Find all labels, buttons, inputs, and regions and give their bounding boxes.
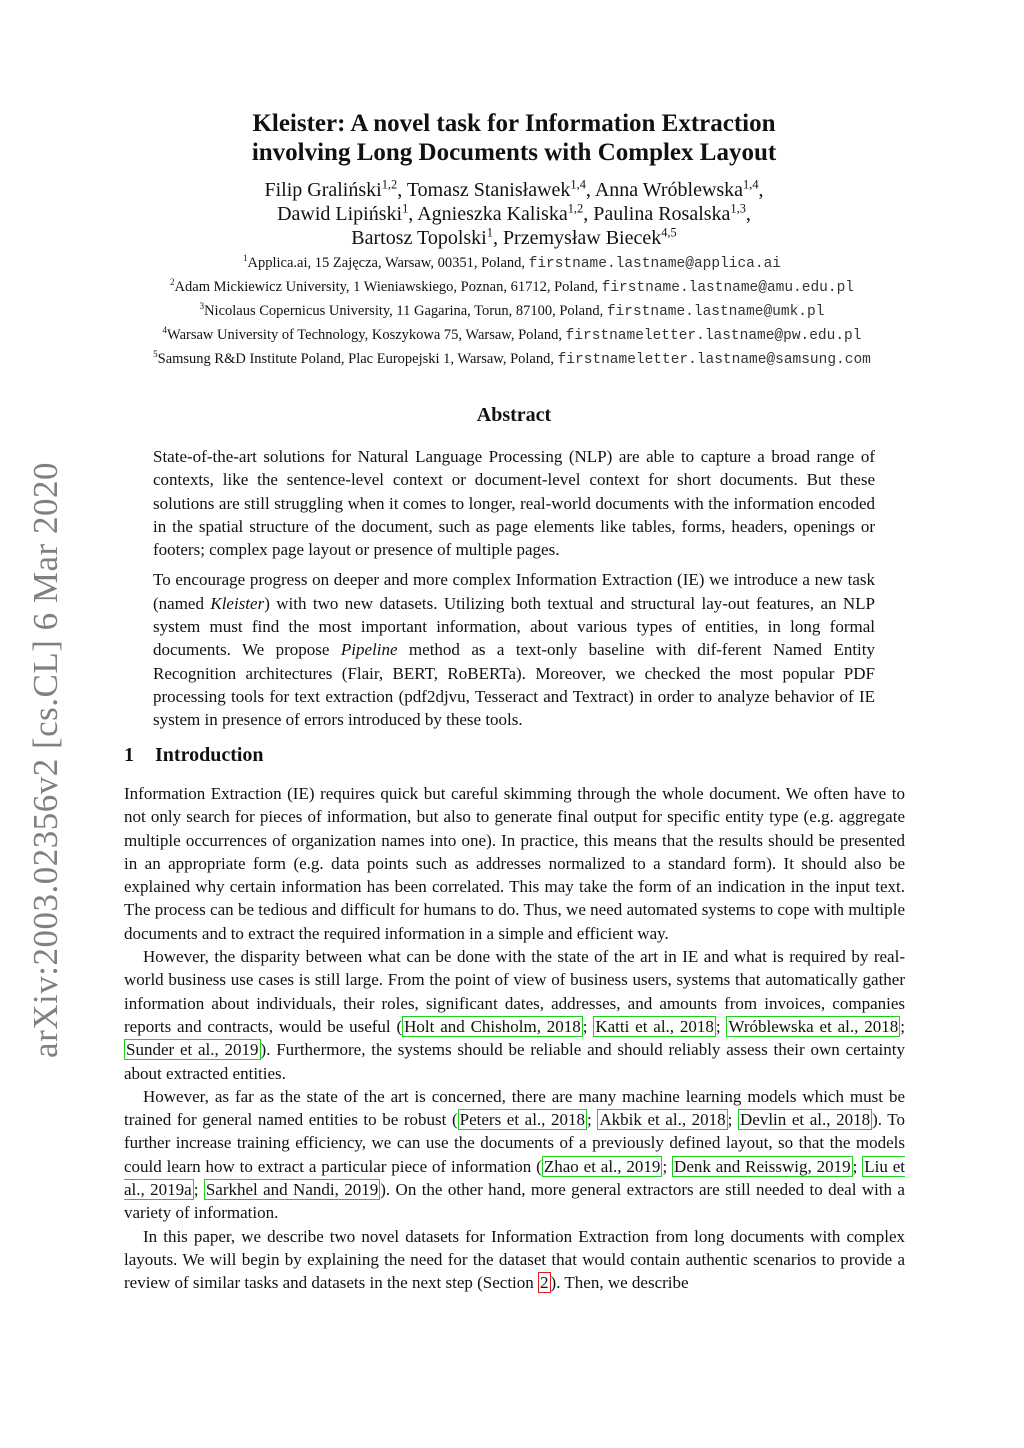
title-line-1: Kleister: A novel task for Information Extraction: [252, 110, 776, 137]
affiliations: [60, 251, 964, 371]
citation-link[interactable]: Liu et al., 2019a: [124, 1156, 905, 1200]
affiliation: $^2$Adam Mickiewicz University, 1 Wieniawskiego, Poznan, 61712, Poland, firstname.lastname@amu.edu.pl: [170, 277, 854, 296]
section-heading: [124, 744, 264, 767]
abstract-paragraph: To encourage progress on deeper and more complex Information Extraction (IE) we introduce a new task (named Kleister) with two new datasets. Utilizing both textual and structural lay-out features, an NLP system must find the most important information, about various types of entities, in long formal documents. We propose Pipeline method as a text-only baseline with dif-ferent Named Entity Recognition architectures (Flair, BERT, RoBERTa). Moreover, we checked the most popular PDF processing tools for text extraction (pdf2djvu, Tesseract and Textract) in order to analyze behavior of IE system in presence of errors introduced by these tools.: [153, 570, 875, 730]
body-paragraph: However, as far as the state of the art is concerned, there are many machine learning models which must be trained for general named entities to be robust ( Peters et al., 2018 ; Akbik et al., 2018 ; Devlin et al., 2018 ). To further increase training efficiency, we can use the documents of a previously defined layout, so that the models could learn how to extract a particular piece of information ( Zhao et al., 2019 ; Denk and Reisswig, 2019 ; Liu et al., 2019a ; Sarkhel and Nandi, 2019 ). On the other hand, more general extractors are still needed to deal with a variety of information.: [124, 1086, 905, 1223]
abstract: [153, 445, 875, 739]
citation-link[interactable]: Sarkhel and Nandi, 2019: [205, 1180, 379, 1200]
affiliation: $^3$Nicolaus Copernicus University, 11 Gagarina, Torun, 87100, Poland, firstname.lastname@umk.pl: [199, 301, 825, 320]
email[interactable]: firstname.lastname@applica.ai: [528, 256, 781, 272]
author: Bartosz Topolski$^1$: [351, 225, 493, 249]
author-line-2: Dawid Lipiński$^1$, Agnieszka Kaliska$^{1,2}$, Paulina Rosalska$^{1,3}$,: [277, 201, 751, 225]
body-paragraph: However, the disparity between what can be done with the state of the art in IE and what is required by real-world business use cases is still large. From the point of view of business users, systems that automatically gather information about individuals, their roles, significant dates, addresses, and amounts from invoices, companies reports and contracts, would be useful ( Holt and Chisholm, 2018 ; Katti et al., 2018 ; Wróblewska et al., 2018 ; Sunder et al., 2019 ). Furthermore, the systems should be reliable and should reliably assess their own certainty about extracted entities.: [124, 947, 905, 1083]
author: Dawid Lipiński$^1$: [277, 201, 409, 225]
author-line-1: Filip Graliński$^{1,2}$, Tomasz Stanisławek$^{1,4}$, Anna Wróblewska$^{1,4}$,: [264, 177, 764, 201]
body-paragraph: Information Extraction (IE) requires quick but careful skimming through the whole document. We often have to not only search for pieces of information, but also to generate final output for specific entity type (e.g. aggregate multiple occurrences of organization names into one). In practice, this means that the results should be presented in an appropriate form (e.g. data points such as addresses normalized to a standard form). It should also be explained why certain information has been correlated. This may take the form of an indication in the input text. The process can be tedious and difficult for humans to do. Thus, we need automated systems to cope with multiple documents and to extract the required information in a simple and efficient way.: [124, 784, 905, 943]
author: Filip Graliński$^{1,2}$: [264, 177, 398, 201]
arxiv-identifier[interactable]: arXiv:2003.02356v2 [cs.CL] 6 Mar 2020: [26, 462, 65, 1058]
abstract-heading: Abstract: [476, 404, 552, 426]
author: Tomasz Stanisławek$^{1,4}$: [406, 177, 586, 201]
author: Paulina Rosalska$^{1,3}$: [593, 201, 746, 225]
author-list: [124, 178, 904, 250]
section-number: 1: [124, 744, 134, 766]
citation-link[interactable]: Katti et al., 2018: [595, 1016, 714, 1036]
section-reference-link[interactable]: 2: [540, 1273, 549, 1293]
citation-link[interactable]: Wróblewska et al., 2018: [728, 1016, 899, 1036]
author-line-3: Bartosz Topolski$^1$, Przemysław Biecek$^{4,5}$: [351, 225, 677, 249]
citation-link[interactable]: Holt and Chisholm, 2018: [404, 1016, 581, 1036]
citation-link[interactable]: Denk and Reisswig, 2019: [674, 1156, 851, 1176]
affiliation: $^4$Warsaw University of Technology, Koszykowa 75, Warsaw, Poland, firstnameletter.lastname@pw.edu.pl: [162, 325, 862, 344]
affiliation: $^5$Samsung R&D Institute Poland, Plac Europejski 1, Warsaw, Poland, firstnameletter.lastname@samsung.com: [153, 349, 871, 368]
title-line-2: involving Long Documents with Complex Layout: [251, 139, 777, 166]
body-paragraph: In this paper, we describe two novel datasets for Information Extraction from long documents with complex layouts. We will begin by explaining the need for the dataset that would contain authentic scenarios to provide a review of similar tasks and datasets in the next step (Section 2 ). Then, we describe: [124, 1226, 905, 1293]
email[interactable]: firstnameletter.lastname@pw.edu.pl: [565, 328, 862, 344]
author: Agnieszka Kaliska$^{1,2}$: [417, 201, 584, 225]
citation-link[interactable]: Peters et al., 2018: [459, 1110, 586, 1130]
section-title: Introduction: [155, 744, 264, 766]
abstract-paragraph: State-of-the-art solutions for Natural Language Processing (NLP) are able to capture a broad range of contexts, like the sentence-level context or document-level context for short documents. But these solutions are still struggling when it comes to longer, real-world documents with the information encoded in the spatial structure of the document, such as page elements like tables, forms, headers, openings or footers; complex page layout or presence of multiple pages.: [153, 447, 875, 560]
citation-link[interactable]: Akbik et al., 2018: [599, 1110, 726, 1130]
email[interactable]: firstname.lastname@umk.pl: [606, 304, 825, 320]
email[interactable]: firstnameletter.lastname@samsung.com: [557, 352, 871, 368]
affiliation: $^1$Applica.ai, 15 Zajęcza, Warsaw, 00351, Poland, firstname.lastname@applica.ai: [243, 253, 781, 272]
author: Przemysław Biecek$^{4,5}$: [502, 225, 677, 249]
email[interactable]: firstname.lastname@amu.edu.pl: [601, 280, 854, 296]
author: Anna Wróblewska$^{1,4}$: [594, 177, 759, 201]
paper-title: [124, 109, 904, 167]
citation-link[interactable]: Zhao et al., 2019: [543, 1156, 661, 1176]
citation-link[interactable]: Sunder et al., 2019: [126, 1040, 259, 1060]
citation-link[interactable]: Devlin et al., 2018: [740, 1110, 871, 1130]
introduction-body: [124, 782, 905, 1295]
